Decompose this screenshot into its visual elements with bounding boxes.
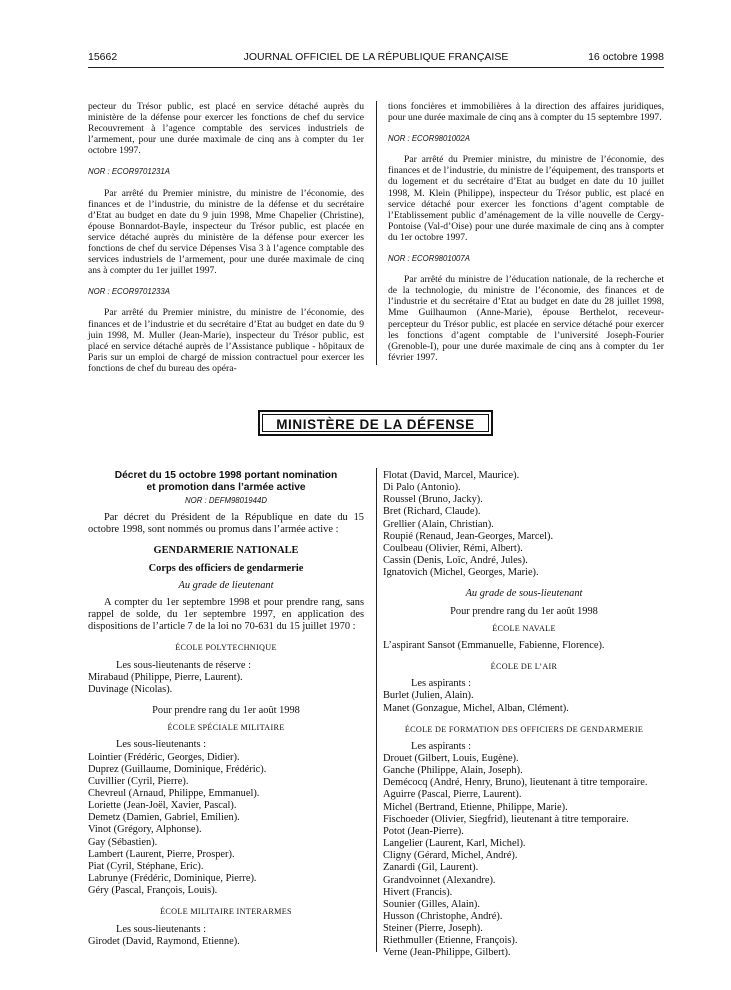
list-item: Drouet (Gilbert, Louis, Eugène). (383, 752, 519, 764)
list-item: Ganche (Philippe, Alain, Joseph). (383, 765, 523, 777)
nor-reference: NOR : ECOR9801002A (388, 134, 470, 144)
page-header (88, 51, 664, 67)
list-item: Piat (Cyril, Stéphane, Eric). (88, 860, 204, 872)
school-heading: ÉCOLE DE FORMATION DES OFFICIERS DE GENDARMERIE (404, 724, 644, 734)
list-item: Manet (Gonzague, Michel, Alban, Clément). (383, 702, 569, 714)
column-divider-bottom (376, 468, 377, 952)
list-item: Michel (Bertrand, Etienne, Philippe, Marie). (383, 801, 568, 813)
column-divider-top (376, 101, 377, 365)
decree-left-column (88, 470, 364, 948)
list-item: Ignatovich (Michel, Georges, Marie). (383, 567, 539, 579)
list-item: Demetz (Damien, Gabriel, Emilien). (88, 812, 240, 824)
list-item: Géry (Pascal, François, Louis). (88, 885, 218, 897)
list-item: Grellier (Alain, Christian). (383, 518, 494, 530)
group-label: Les sous-lieutenants de réserve : (116, 659, 252, 671)
list-item: Langelier (Laurent, Karl, Michel). (383, 838, 526, 850)
list-item: Potot (Jean-Pierre). (383, 825, 464, 837)
list-item: Cligny (Gérard, Michel, André). (383, 850, 518, 862)
decree-clause: A compter du 1er septembre 1998 et pour prendre rang, sans rappel de solde, du 1er septembre 1997, en application des dispositions de l’article 7 de la loi no 70-631 du 15 juillet 1970 : (88, 596, 364, 633)
list-item: Mirabaud (Philippe, Pierre, Laurent). (88, 671, 243, 683)
list-item: Loriette (Jean-Joël, Xavier, Pascal). (88, 800, 237, 812)
page-number: 15662 (88, 51, 118, 63)
list-item: Bret (Richard, Claude). (383, 506, 481, 518)
list-item: Gay (Sébastien). (88, 836, 158, 848)
paragraph: Par arrêté du Premier ministre, du ministre de l’économie, des finances et de l’industrie, du ministre de l’équipement, des transports et du logement et du secrétaire d’Etat au budget en date du 10 juillet 1998, M. Klein (Philippe), inspecteur du Trésor public, est placé en service détaché pour exercer les fonctions d’agent comptable de l’Etablissement public d’aménagement de la ville nouvelle de Cergy-Pontoise (Val-d’Oise) pour une durée maximale de cinq ans à compter du 1er octobre 1997. (388, 154, 664, 243)
paragraph: pecteur du Trésor public, est placé en service détaché auprès du ministère de la défense pour exercer les fonctions de chef du service Recouvrement à l’agence comptable des services industriels de l’armement, pour une durée maximale de cinq ans à compter du 1er octobre 1997. (88, 101, 364, 157)
list-item: Flotat (David, Marcel, Maurice). (383, 470, 520, 481)
list-item: Lambert (Laurent, Pierre, Prosper). (88, 848, 235, 860)
paragraph: Par arrêté du ministre de l’éducation nationale, de la recherche et de la technologie, du ministre de l’économie, des finances et de l’industrie et du secrétaire d’Etat au budget en date du 28 juillet 1998, Mme Guilhaumon (Anne-Marie), épouse Berthelot, receveur-percepteur du Trésor public, est placée en service détaché pour exercer les fonctions d’agent comptable de l’université Joseph-Fourier (Grenoble-I), pour une durée maximale de cinq ans à compter du 1er février 1997. (388, 274, 664, 363)
list-item: Steiner (Pierre, Joseph). (383, 923, 483, 935)
list-item: Fischoeder (Olivier, Siegfrid), lieutenant à titre temporaire. (383, 813, 629, 825)
issue-date: 16 octobre 1998 (588, 51, 664, 63)
school-heading: ÉCOLE NAVALE (492, 623, 556, 633)
list-item: Cassin (Denis, Loïc, André, Jules). (383, 555, 528, 567)
paragraph: tions foncières et immobilières à la direction des affaires juridiques, pour une durée maximale de cinq ans à compter du 15 septembre 1997. (388, 101, 664, 124)
list-item: Roussel (Bruno, Jacky). (383, 494, 483, 506)
list-item: Chevreul (Arnaud, Philippe, Emmanuel). (88, 787, 260, 799)
list-item: Husson (Christophe, André). (383, 911, 503, 922)
list-item: Grandvoinnet (Alexandre). (383, 874, 496, 886)
group-label: Les aspirants : (411, 740, 472, 752)
top-right-column (388, 101, 664, 363)
school-heading: ÉCOLE POLYTECHNIQUE (175, 643, 277, 653)
decree-intro: Par décret du Président de la République en date du 15 octobre 1998, sont nommés ou promus dans l’armée active : (88, 512, 364, 536)
decree-title: Décret du 15 octobre 1998 portant nomination et promotion dans l’armée active (114, 470, 338, 493)
list-item: Vinot (Grégory, Alphonse). (88, 824, 202, 836)
list-item: Di Palo (Antonio). (383, 482, 461, 494)
list-item: Verne (Jean-Philippe, Gilbert). (383, 947, 511, 959)
group-label: Les aspirants : (411, 678, 472, 690)
nor-reference: NOR : ECOR9701233A (88, 287, 170, 297)
school-heading: ÉCOLE MILITAIRE INTERARMES (160, 907, 292, 917)
header-rule (88, 67, 664, 68)
nor-reference: NOR : ECOR9701231A (88, 167, 170, 177)
decree-right-column (383, 470, 665, 960)
list-item: Riethmuller (Etienne, François). (383, 935, 518, 947)
nor-reference: NOR : DEFM9801944D (185, 496, 267, 505)
paragraph: Par arrêté du Premier ministre, du ministre de l’économie, des finances et de l’industrie et du secrétaire d’Etat au budget en date du 9 juin 1998, M. Muller (Jean-Marie), inspecteur du Trésor public, est placé en service détaché auprès de l’Assistance publique - hôpitaux de Paris sur un emploi de chargé de mission contractuel pour exercer les fonctions de chef du bureau des opéra- (88, 307, 364, 374)
list-item: Lointier (Frédéric, Georges, Didier). (88, 751, 240, 763)
school-heading: ÉCOLE DE L’AIR (490, 662, 558, 672)
list-item: Burlet (Julien, Alain). (383, 690, 474, 702)
list-item: Girodet (David, Raymond, Etienne). (88, 935, 240, 947)
list-item: Zanardi (Gil, Laurent). (383, 862, 479, 874)
rank-date: Pour prendre rang du 1er août 1998 (450, 605, 598, 617)
ministry-title: MINISTÈRE DE LA DÉFENSE (262, 414, 489, 432)
paragraph: Par arrêté du Premier ministre, du ministre de l’économie, des finances et de l’industrie, du ministre de la défense et du secrétaire d’Etat au budget en date du 9 juin 1998, Mme Chapelier (Christine), épouse Bonnardot-Bayle, inspecteur du Trésor public, est placée en service détaché auprès du ministère de la défense pour exercer les fonctions de chef du service Dépenses Visa 3 à l’agence comptable des services industriels de l’armement, pour une durée maximale de cinq ans à compter du 1er juillet 1997. (88, 187, 364, 277)
list-item: Cuvillier (Cyril, Pierre). (88, 775, 189, 787)
grade-heading: Au grade de sous-lieutenant (465, 588, 583, 600)
list-item: Duvinage (Nicolas). (88, 683, 173, 695)
list-item: Duprez (Guillaume, Dominique, Frédéric). (88, 763, 267, 775)
group-label: Les sous-lieutenants : (116, 739, 207, 751)
list-item: Roupié (Renaud, Jean-Georges, Marcel). (383, 530, 554, 542)
school-heading: ÉCOLE SPÉCIALE MILITAIRE (167, 723, 285, 733)
ministry-banner (258, 410, 493, 436)
list-item: Aguirre (Pascal, Pierre, Laurent). (383, 789, 522, 801)
list-item: Coulbeau (Olivier, Rémi, Albert). (383, 542, 523, 554)
top-left-column (88, 101, 364, 374)
corps-heading: Corps des officiers de gendarmerie (148, 562, 304, 574)
list-item: Sounier (Gilles, Alain). (383, 898, 480, 910)
journal-title: JOURNAL OFFICIEL DE LA RÉPUBLIQUE FRANÇAISE (243, 51, 509, 63)
list-item: L’aspirant Sansot (Emmanuelle, Fabienne, Florence). (383, 639, 605, 651)
rank-date: Pour prendre rang du 1er août 1998 (152, 705, 300, 717)
list-item: Hivert (Francis). (383, 886, 453, 898)
group-label: Les sous-lieutenants : (116, 923, 207, 935)
list-item: Demécocq (André, Henry, Bruno), lieutenant à titre temporaire. (383, 777, 648, 789)
nor-reference: NOR : ECOR9801007A (388, 254, 470, 264)
section-heading: GENDARMERIE NATIONALE (153, 545, 299, 557)
list-item: Labrunye (Frédéric, Dominique, Pierre). (88, 873, 257, 885)
grade-heading: Au grade de lieutenant (178, 579, 274, 591)
